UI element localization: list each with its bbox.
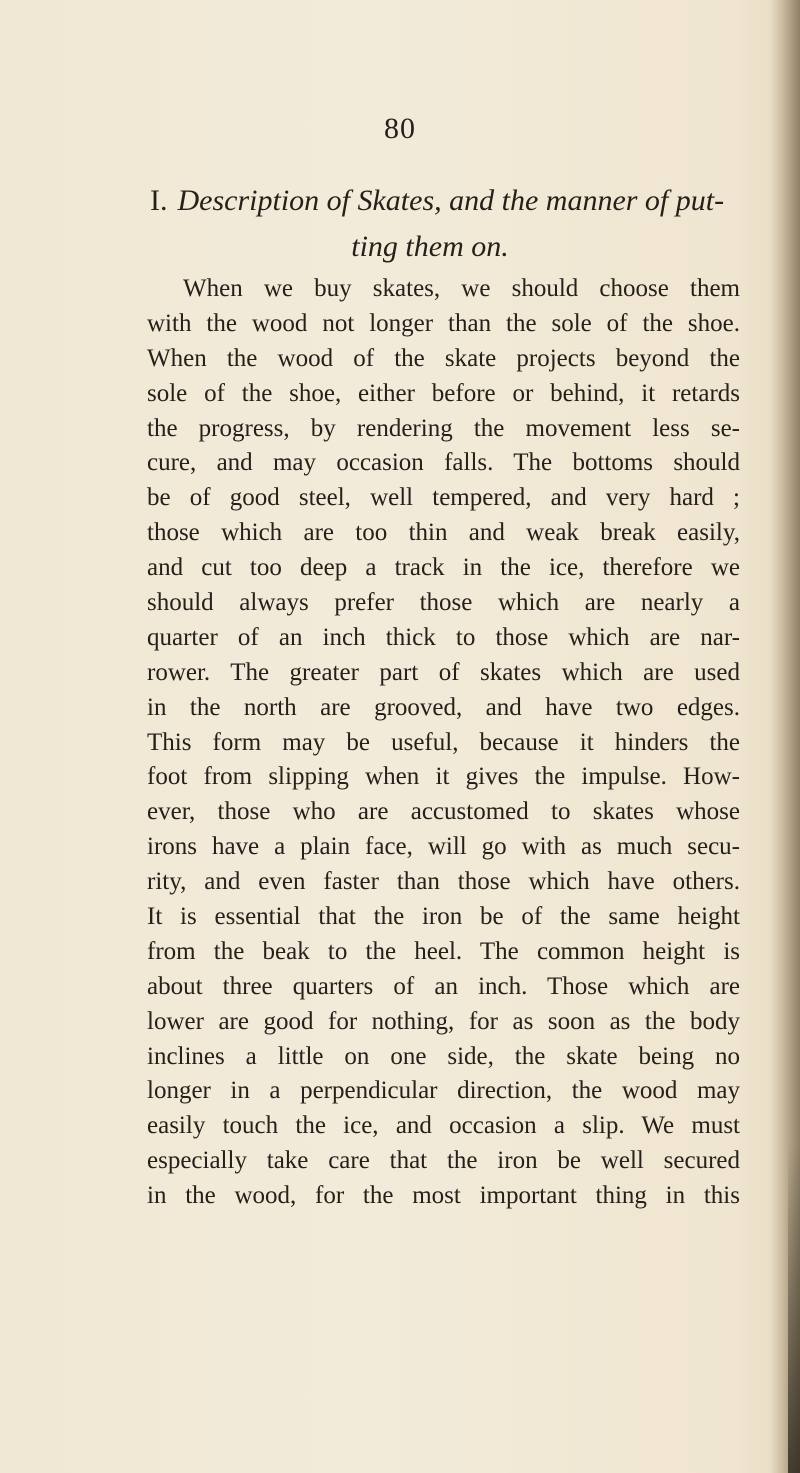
text-line: This form may be useful, because it hinders the xyxy=(147,728,740,756)
text-line: easily touch the ice, and occasion a slip. We must xyxy=(147,1112,740,1140)
text-line: lower are good for nothing, for as soon as the body xyxy=(147,1007,740,1035)
text-line: rower. The greater part of skates which are used xyxy=(147,658,740,686)
text-line: those which are too thin and weak break easily, xyxy=(147,519,740,547)
text-line: about three quarters of an inch. Those which are xyxy=(147,972,740,1000)
section-numeral: I. xyxy=(150,184,168,217)
text-line: with the wood not longer than the sole of the shoe. xyxy=(147,309,740,337)
text-line: rity, and even faster than those which have others. xyxy=(147,868,740,896)
text-line: quarter of an inch thick to those which are nar- xyxy=(147,623,740,651)
text-line: foot from slipping when it gives the impulse. How- xyxy=(147,763,740,791)
text-line: the progress, by rendering the movement less se- xyxy=(147,414,740,442)
text-line: in the wood, for the most important thing in this xyxy=(147,1182,740,1210)
text-line: ever, those who are accustomed to skates whose xyxy=(147,798,740,826)
text-line: longer in a perpendicular direction, the wood may xyxy=(147,1077,740,1105)
text-line: and cut too deep a track in the ice, therefore we xyxy=(147,554,740,582)
text-line: inclines a little on one side, the skate being no xyxy=(147,1042,740,1070)
text-line: sole of the shoe, either before or behind, it retards xyxy=(147,379,740,407)
heading-title-part-1: Description of Skates, and the manner of put- xyxy=(177,184,725,217)
text-line: from the beak to the heel. The common height is xyxy=(147,937,740,965)
heading-line-1 xyxy=(150,184,724,217)
text-line: irons have a plain face, will go with as much secu- xyxy=(147,833,740,861)
text-line: should always prefer those which are nearly a xyxy=(147,589,740,617)
text-line: It is essential that the iron be of the same height xyxy=(147,903,740,931)
heading-line-2: ting them on. xyxy=(351,230,509,263)
text-line: When we buy skates, we should choose them xyxy=(183,275,740,302)
text-line: especially take care that the iron be well secured xyxy=(147,1147,740,1175)
section-heading xyxy=(150,178,750,270)
page-edge-shadow xyxy=(770,0,800,1473)
text-line: be of good steel, well tempered, and very hard ; xyxy=(147,484,740,512)
text-line: in the north are grooved, and have two edges. xyxy=(147,693,740,721)
body-paragraph xyxy=(147,272,740,1214)
text-line: cure, and may occasion falls. The bottoms should xyxy=(147,449,740,477)
page-number: 80 xyxy=(384,112,416,145)
text-line: When the wood of the skate projects beyond the xyxy=(147,344,740,372)
